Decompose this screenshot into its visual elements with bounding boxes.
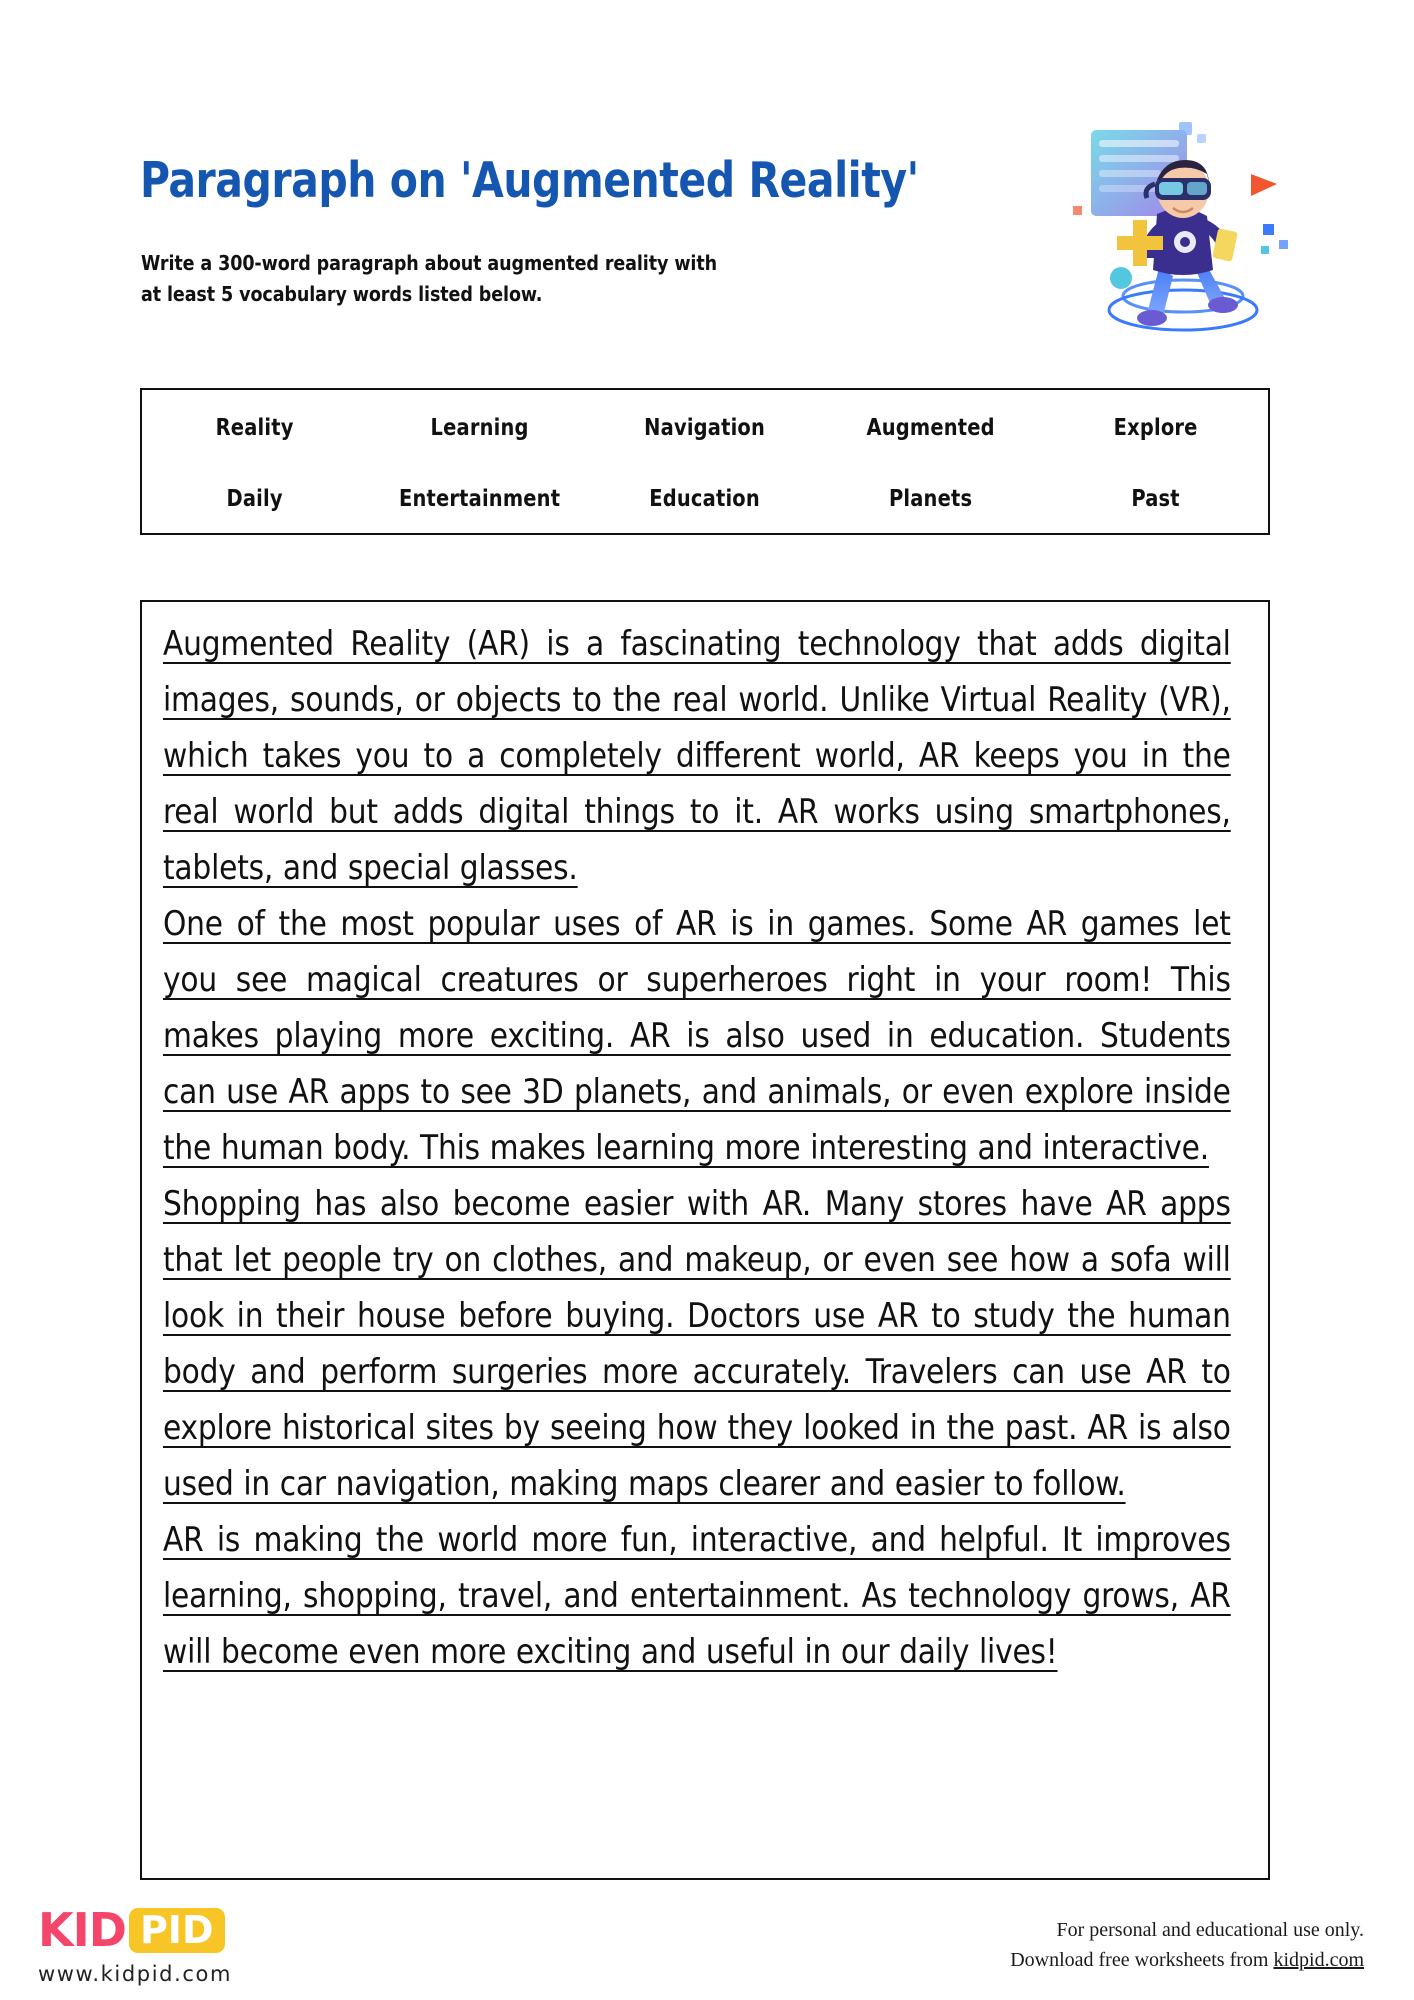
footer-note [1010, 1915, 1364, 1975]
instructions-text [141, 248, 717, 310]
vocabulary-box [140, 388, 1270, 535]
vocabulary-word: Learning [430, 415, 529, 441]
logo-website-url: www.kidpid.com [38, 1962, 233, 1986]
instructions-line-2: at least 5 vocabulary words listed below. [141, 282, 543, 306]
instructions-line-1: Write a 300-word paragraph about augmented reality with [141, 251, 717, 275]
answer-paragraph: Augmented Reality (AR) is a fascinating technology that adds digital images, sounds, or objects to the real world. Unlike Virtual Reality (VR), which takes you to a completely different world, AR keeps you in the real world but adds digital things to it. AR works using smartphones, tablets, and special glasses. [163, 624, 1231, 887]
vocabulary-word: Explore [1113, 415, 1198, 441]
kidpid-logo [38, 1903, 278, 1991]
ar-child-illustration [1055, 118, 1315, 348]
vocabulary-word: Education [649, 486, 761, 512]
vocabulary-word: Entertainment [399, 486, 561, 512]
logo-pid-badge [129, 1908, 225, 1953]
vocabulary-word: Navigation [644, 415, 766, 441]
answer-paragraph: One of the most popular uses of AR is in games. Some AR games let you see magical creatures or superheroes right in your room! This makes playing more exciting. AR is also used in education. Students can use AR apps to see 3D planets, and animals, or even explore inside the human body. This makes learning more interesting and interactive. [163, 904, 1231, 1167]
footer-download-prefix: Download free worksheets from [1010, 1949, 1274, 1971]
worksheet-header [0, 0, 1414, 390]
vocabulary-word: Reality [215, 415, 294, 441]
footer-usage-line: For personal and educational use only. [1056, 1919, 1364, 1941]
kidpid-link[interactable]: kidpid.com [1273, 1949, 1364, 1971]
logo-pid-text: PID [139, 1907, 214, 1952]
answer-paragraph: Shopping has also become easier with AR. Many stores have AR apps that let people try on clothes, and makeup, or even see how a sofa will look in their house before buying. Doctors use AR to study the human body and perform surgeries more accurately. Travelers can use AR to explore historical sites by seeing how they looked in the past. AR is also used in car navigation, making maps clearer and easier to follow. [163, 1184, 1231, 1503]
page-title: Paragraph on 'Augmented Reality' [140, 152, 919, 209]
vocabulary-word: Planets [888, 486, 972, 512]
vocabulary-word: Daily [226, 486, 283, 512]
logo-wordmark [38, 1903, 278, 1957]
logo-kid-text: KID [38, 1903, 126, 1957]
answer-paragraph: AR is making the world more fun, interactive, and helpful. It improves learning, shopping, travel, and entertainment. As technology grows, AR will become even more exciting and useful in our daily lives! [163, 1520, 1231, 1671]
footer-download-line [1010, 1945, 1364, 1975]
vocabulary-word: Past [1131, 486, 1180, 512]
answer-box[interactable] [140, 600, 1270, 1880]
vocabulary-word: Augmented [866, 415, 995, 441]
vocabulary-row-1 [142, 390, 1268, 466]
vocabulary-row-2 [142, 466, 1268, 532]
